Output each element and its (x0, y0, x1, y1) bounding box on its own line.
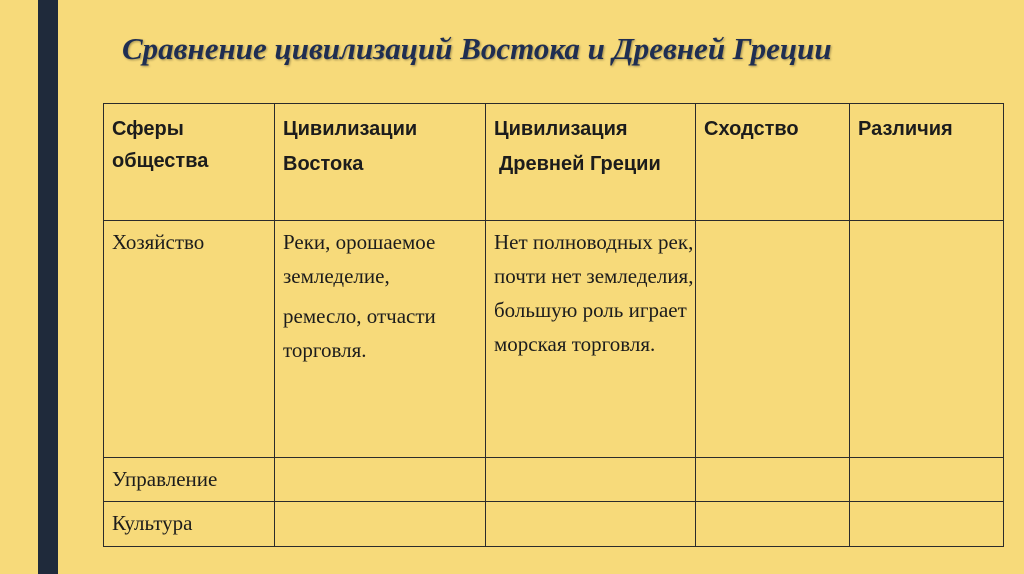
slide-title: Сравнение цивилизаций Востока и Древней Греции (122, 31, 832, 66)
header-differences-label: Различия (858, 118, 953, 140)
sphere-culture-label: Культура (112, 511, 193, 535)
header-spheres-line1: Сферы (112, 118, 184, 140)
header-greece-line1: Цивилизация (494, 118, 628, 140)
cell-differences-culture (850, 502, 1004, 547)
header-cell-differences (850, 104, 1004, 221)
header-similarity-label: Сходство (704, 118, 799, 140)
cell-similarity-government (696, 458, 850, 502)
greece-economy-text: Нет полноводных рек, почти нет земледелия, большую роль играет морская торговля. (494, 230, 694, 356)
left-accent-bar (38, 0, 58, 574)
cell-sphere-government (104, 458, 275, 502)
table-header-row (104, 104, 1004, 221)
cell-east-government (275, 458, 486, 502)
table-row-government (104, 458, 1004, 502)
cell-sphere-culture (104, 502, 275, 547)
comparison-table (103, 103, 1004, 547)
cell-greece-government (486, 458, 696, 502)
sphere-government-label: Управление (112, 467, 218, 491)
cell-differences-government (850, 458, 1004, 502)
table-row-economy (104, 221, 1004, 458)
cell-sphere-economy (104, 221, 275, 458)
cell-similarity-economy (696, 221, 850, 458)
header-east-line2: Востока (283, 153, 364, 175)
header-cell-spheres (104, 104, 275, 221)
east-economy-text-part2: ремесло, отчасти торговля. (283, 304, 436, 362)
header-cell-greece (486, 104, 696, 221)
cell-differences-economy (850, 221, 1004, 458)
cell-greece-culture (486, 502, 696, 547)
header-spheres-line2: общества (112, 150, 209, 172)
sphere-economy-label: Хозяйство (112, 230, 205, 254)
east-economy-text-part1: Реки, орошаемое земледелие, (283, 230, 436, 288)
header-cell-similarity (696, 104, 850, 221)
cell-similarity-culture (696, 502, 850, 547)
cell-east-culture (275, 502, 486, 547)
header-cell-east (275, 104, 486, 221)
header-east-line1: Цивилизации (283, 118, 418, 140)
cell-east-economy (275, 221, 486, 458)
header-greece-line2: Древней Греции (499, 153, 661, 175)
table-row-culture (104, 502, 1004, 547)
cell-greece-economy (486, 221, 696, 458)
